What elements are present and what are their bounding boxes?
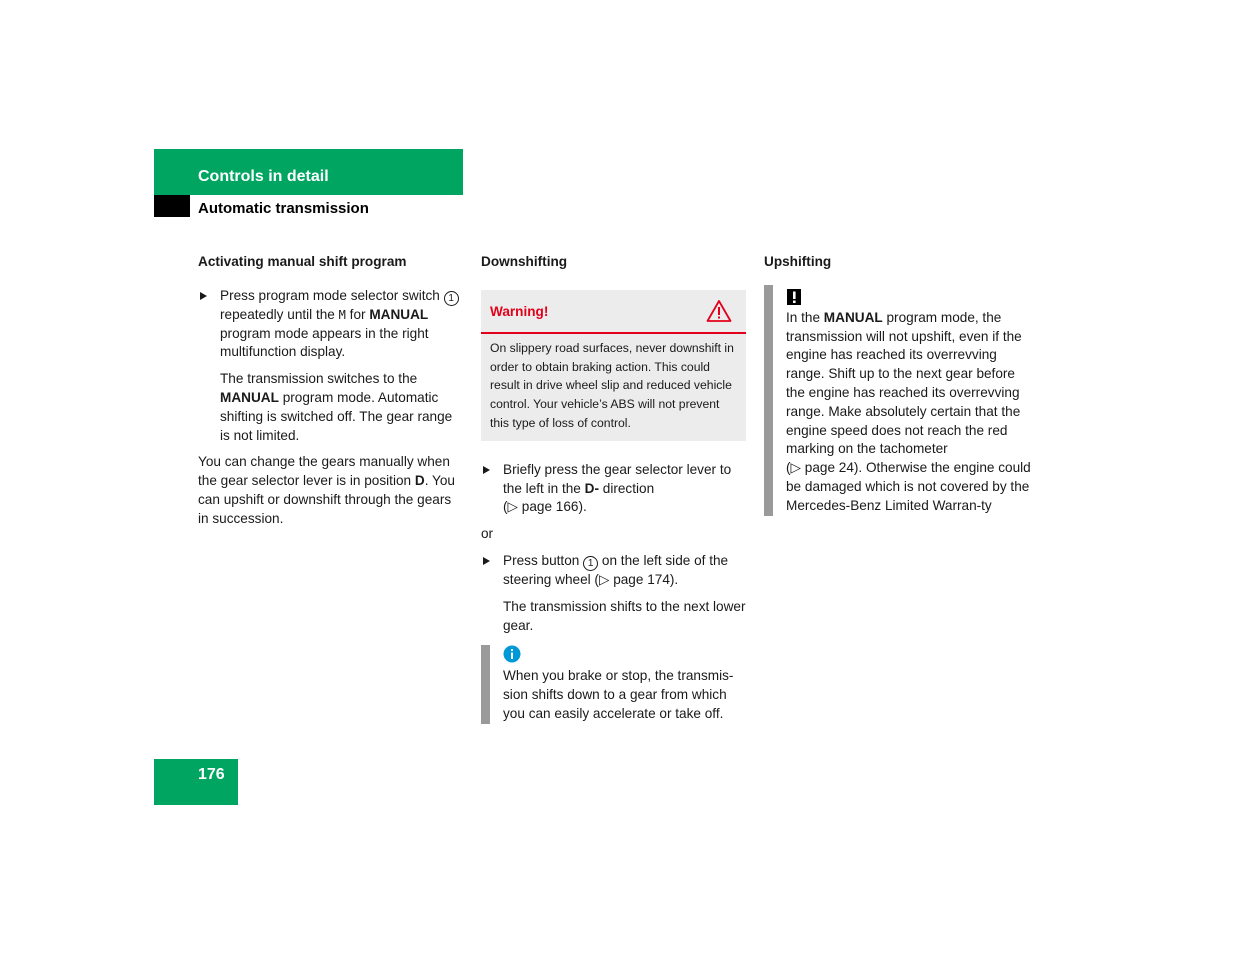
subsection-marker [154,195,190,217]
bullet-triangle-icon [483,557,490,565]
page-number: 176 [198,766,225,783]
column-activating-manual [198,253,464,537]
column-downshifting [481,253,746,724]
warning-text: On slippery road surfaces, never downshift in order to obtain braking action. This could result in drive wheel slip and reduced vehicle control. Your vehicle’s ABS will not prevent this type of loss of control. [490,340,734,430]
or-separator: or [481,526,494,542]
instruction-result: The transmission switches to the MANUAL program mode. Automatic shifting is switched off. The gear range is not limited. [220,371,453,443]
callout-number-icon: 1 [583,556,598,571]
callout-number-icon: 1 [444,291,459,306]
instruction-step: Press button 1 on the left side of the steering wheel (▷ page 174). [481,552,746,590]
bullet-triangle-icon [200,292,207,300]
manual-symbol: M [338,307,346,322]
note-side-bar [481,645,490,723]
warning-label: Warning! [490,303,549,319]
instruction-step: Briefly press the gear selector lever to the left in the D- direction (▷ page 166). [481,461,746,517]
caution-text: In the MANUAL program mode, the transmission will not upshift, even if the engine has reached its overrevving range. Shift up to the next gear before the engine has reached its overrevving range. Make absolutely certain that the engine speed does not reach the red marking on the tachometer (▷ page 24). Otherwise the engine could be damaged which is not covered by the Mercedes-Benz Limited Warran-ty [786,309,1031,513]
instruction-result: The transmission shifts to the next lower gear. [503,598,746,633]
bullet-triangle-icon [483,466,490,474]
info-text: When you brake or stop, the transmis-sion shifts down to a gear from which you can easily accelerate or take off. [503,668,734,721]
page-number-box [154,759,238,805]
warning-triangle-icon [706,299,732,323]
section-title: Controls in detail [198,168,329,185]
info-note [481,645,746,723]
caution-exclamation-icon [786,287,804,307]
column-upshifting [764,253,1034,516]
note-side-bar [764,285,773,516]
instruction-step: Press program mode selector switch 1 repeatedly until the M for MANUAL program mode appears in the right multifunction display. [198,287,464,362]
heading-upshifting: Upshifting [764,254,832,269]
warning-box [481,290,746,441]
page-reference: (▷ page 166). [503,499,587,515]
heading-downshifting: Downshifting [481,254,568,269]
subsection-title: Automatic transmission [198,200,369,217]
info-icon [503,645,521,663]
heading-activating-manual: Activating manual shift program [198,254,407,269]
caution-note [764,285,1034,516]
warning-header [481,290,746,334]
body-paragraph: You can change the gears manually when the gear selector lever is in position D. You can upshift or downshift through the gears in succession. [198,454,455,526]
